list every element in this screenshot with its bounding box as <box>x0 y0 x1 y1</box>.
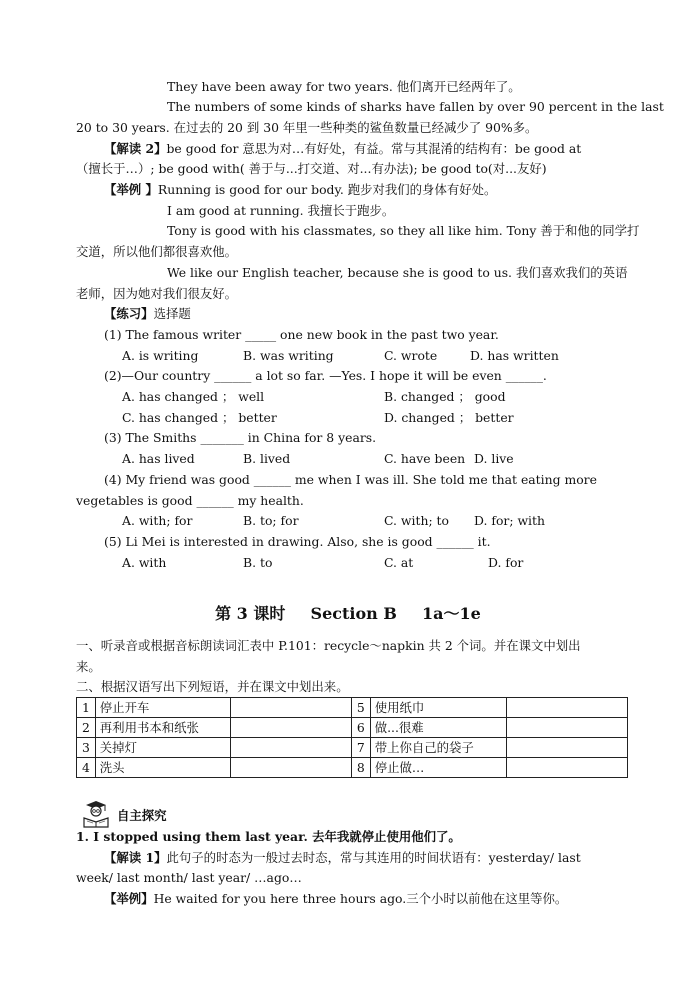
option-d: D. for <box>488 555 524 570</box>
question-stem: (4) My friend was good ______ me when I was ill. She told me that eating more <box>104 472 597 487</box>
example-block <box>104 891 567 907</box>
example-sentence: 20 to 30 years. 在过去的 20 到 30 年里一些种类的鲨鱼数量已经减少了 90%多。 <box>76 120 538 135</box>
row-number: 3 <box>77 738 96 758</box>
option-b: B. was writing <box>243 348 334 363</box>
example-block <box>104 182 496 198</box>
answer-cell[interactable] <box>231 698 352 718</box>
table-row <box>77 758 628 778</box>
example-text: We like our English teacher, because she is good to us. 我们喜欢我们的英语 <box>167 265 628 280</box>
chinese-phrase: 关掉灯 <box>95 738 230 758</box>
option-a: A. with <box>122 555 167 570</box>
row-number: 1 <box>77 698 96 718</box>
chinese-phrase: 带上你自己的袋子 <box>370 738 507 758</box>
practice-heading <box>104 306 191 322</box>
explanation-1 <box>104 850 581 866</box>
explanation-label: 【解读 2】 <box>104 141 167 156</box>
example-text: Running is good for our body. 跑步对我们的身体有好处。 <box>157 182 497 197</box>
chinese-phrase: 停止做… <box>370 758 507 778</box>
answer-cell[interactable] <box>507 758 628 778</box>
example-text: He waited for you here three hours ago.三个小时以前他在这里等你。 <box>153 891 568 906</box>
task-2: 二、根据汉语写出下列短语，并在课文中划出来。 <box>76 679 349 694</box>
explanation-text: week/ last month/ last year/ …ago… <box>76 870 302 885</box>
question-stem-continued: vegetables is good ______ my health. <box>76 493 304 508</box>
table-row <box>77 738 628 758</box>
phrase-table <box>76 697 628 778</box>
practice-label: 【练习】 <box>104 306 154 321</box>
row-number: 2 <box>77 718 96 738</box>
answer-cell[interactable] <box>231 758 352 778</box>
answer-cell[interactable] <box>507 738 628 758</box>
question-stem: (5) Li Mei is interested in drawing. Also, she is good ______ it. <box>104 534 491 549</box>
explanation-text: 此句子的时态为一般过去时态，常与其连用的时间状语有：yesterday/ last <box>166 850 581 865</box>
key-point-sentence: 1. I stopped using them last year. 去年我就停止使用他们了。 <box>76 829 461 844</box>
answer-cell[interactable] <box>231 718 352 738</box>
example-label: 【举例】 <box>104 891 154 906</box>
option-d: D. changed ； better <box>384 410 514 425</box>
example-sentence: The numbers of some kinds of sharks have fallen by over 90 percent in the last <box>167 99 664 114</box>
option-a: A. is writing <box>122 348 199 363</box>
option-d: D. for; with <box>474 513 545 528</box>
example-text: 老师，因为她对我们很友好。 <box>76 286 238 301</box>
chinese-phrase: 停止开车 <box>95 698 230 718</box>
self-study-heading: 自主探究 <box>117 808 167 823</box>
practice-text: 选择题 <box>153 306 191 321</box>
option-b: B. lived <box>243 451 291 466</box>
row-number: 5 <box>351 698 370 718</box>
table-row <box>77 718 628 738</box>
explanation-2 <box>104 141 581 157</box>
section-name: Section B <box>310 604 397 623</box>
option-c: C. has changed ； better <box>122 410 277 425</box>
option-c: C. with; to <box>384 513 449 528</box>
row-number: 8 <box>351 758 370 778</box>
question-stem: (2)—Our country ______ a lot so far. —Yes. I hope it will be even ______. <box>104 368 547 383</box>
task-1: 一、听录音或根据音标朗读词汇表中 P.101：recycle～napkin 共 2 个词。并在课文中划出 <box>76 638 581 653</box>
option-b: B. to; for <box>243 513 299 528</box>
row-number: 7 <box>351 738 370 758</box>
example-text: Tony is good with his classmates, so they all like him. Tony 善于和他的同学打 <box>167 223 640 238</box>
example-text: 交道，所以他们都很喜欢他。 <box>76 244 238 259</box>
explanation-label: 【解读 1】 <box>104 850 167 865</box>
section-range: 1a～1e <box>422 604 481 623</box>
question-stem: (1) The famous writer _____ one new book in the past two year. <box>104 327 499 342</box>
chinese-phrase: 再利用书本和纸张 <box>95 718 230 738</box>
question-stem: (3) The Smiths _______ in China for 8 years. <box>104 430 377 445</box>
option-c: C. wrote <box>384 348 438 363</box>
option-a: A. has lived <box>122 451 195 466</box>
row-number: 6 <box>351 718 370 738</box>
option-c: C. have been <box>384 451 466 466</box>
option-d: D. has written <box>470 348 559 363</box>
reading-student-icon <box>78 800 114 828</box>
example-text: I am good at running. 我擅长于跑步。 <box>167 203 395 218</box>
explanation-text: be good for 意思为对…有好处，有益。常与其混淆的结构有：be good at <box>166 141 582 156</box>
table-row <box>77 698 628 718</box>
chinese-phrase: 使用纸巾 <box>370 698 507 718</box>
example-sentence: They have been away for two years. 他们离开已经两年了。 <box>167 79 521 94</box>
answer-cell[interactable] <box>231 738 352 758</box>
task-1-continued: 来。 <box>76 659 101 674</box>
option-d: D. live <box>474 451 514 466</box>
row-number: 4 <box>77 758 96 778</box>
option-c: C. at <box>384 555 414 570</box>
option-a: A. has changed ； well <box>122 389 265 404</box>
explanation-text: （擅长于…）; be good with( 善于与...打交道、对...有办法); be good to(对...友好) <box>76 161 547 176</box>
answer-cell[interactable] <box>507 718 628 738</box>
chinese-phrase: 做...很难 <box>370 718 507 738</box>
option-b: B. changed ； good <box>384 389 506 404</box>
chinese-phrase: 洗头 <box>95 758 230 778</box>
section-title <box>0 604 696 624</box>
option-b: B. to <box>243 555 273 570</box>
lesson-number: 第 3 课时 <box>215 604 286 623</box>
example-label: 【举例 】 <box>104 182 158 197</box>
answer-cell[interactable] <box>507 698 628 718</box>
option-a: A. with; for <box>122 513 193 528</box>
